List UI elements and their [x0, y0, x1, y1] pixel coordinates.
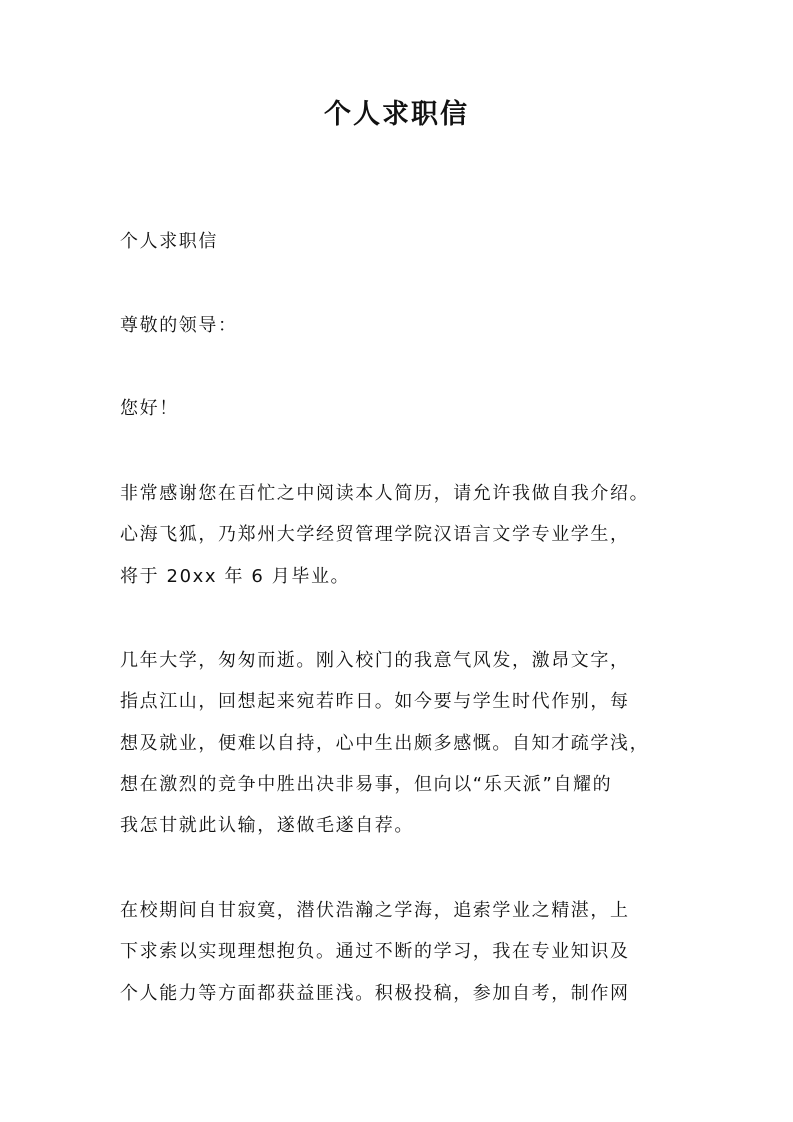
greeting: 您好！	[120, 398, 179, 419]
paragraph-2-line-2: 指点江山，回想起来宛若昨日。如今要与学生时代作别，每	[120, 691, 630, 712]
paragraph-2-line-5: 我怎甘就此认输，遂做毛遂自荐。	[120, 815, 414, 836]
document-title: 个人求职信	[324, 99, 469, 130]
paragraph-2-line-1: 几年大学，匆匆而逝。刚入校门的我意气风发，激昂文字，	[120, 650, 630, 671]
paragraph-2-line-4: 想在激烈的竞争中胜出决非易事，但向以“乐天派”自耀的	[120, 774, 613, 795]
paragraph-3-line-3: 个人能力等方面都获益匪浅。积极投稿，参加自考，制作网	[120, 983, 630, 1004]
paragraph-2-line-3: 想及就业，便难以自持，心中生出颇多感慨。自知才疏学浅，	[120, 733, 650, 754]
paragraph-1-line-2: 心海飞狐，乃郑州大学经贸管理学院汉语言文学专业学生，	[120, 524, 630, 545]
paragraph-1-line-1: 非常感谢您在百忙之中阅读本人简历，请允许我做自我介绍。	[120, 483, 650, 504]
salutation: 尊敬的领导：	[120, 315, 238, 336]
paragraph-1-line-3: 将于 20xx 年 6 月毕业。	[120, 566, 351, 587]
paragraph-3-line-2: 下求索以实现理想抱负。通过不断的学习，我在专业知识及	[120, 941, 630, 962]
letter-heading: 个人求职信	[120, 231, 218, 252]
paragraph-3-line-1: 在校期间自甘寂寞，潜伏浩瀚之学海，追索学业之精湛，上	[120, 900, 630, 921]
